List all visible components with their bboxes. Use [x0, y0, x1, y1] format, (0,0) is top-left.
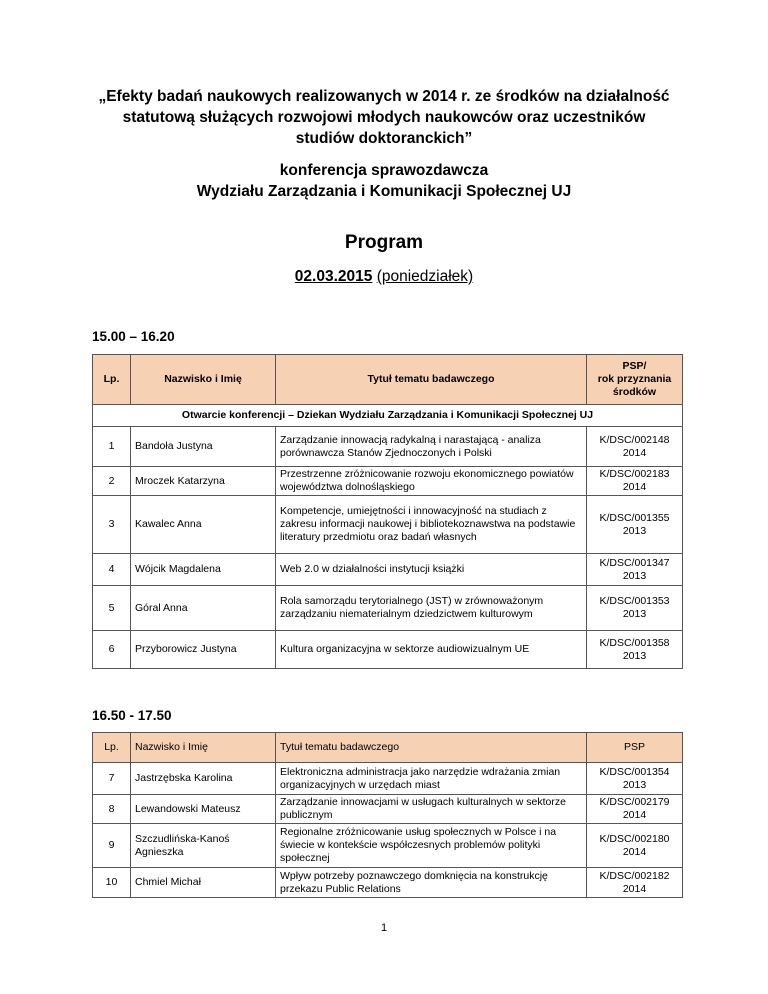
row-lp: 10 [93, 868, 131, 898]
table-row [93, 824, 683, 868]
header-name: Nazwisko i Imię [131, 355, 276, 405]
subtitle-line: konferencja sprawozdawcza [279, 162, 489, 179]
row-topic: Regionalne zróżnicowanie usług społecznych w Polsce i na świecie w kontekście współczesnych problemów polityki społecznej [276, 824, 587, 868]
row-lp: 4 [93, 554, 131, 586]
table-row [93, 631, 683, 669]
session2-time: 16.50 - 17.50 [92, 708, 172, 723]
row-lp: 6 [93, 631, 131, 669]
header-psp: PSP/ rok przyznania środków [587, 355, 683, 405]
table-row [93, 795, 683, 824]
row-lp: 7 [93, 763, 131, 795]
row-topic: Zarządzanie innowacjami w usługach kulturalnych w sektorze publicznym [276, 795, 587, 824]
date-line [0, 268, 768, 286]
row-psp: K/DSC/002180 2014 [587, 824, 683, 868]
header-topic: Tytuł tematu badawczego [276, 355, 587, 405]
row-psp: K/DSC/002183 2014 [587, 467, 683, 496]
row-name: Jastrzębska Karolina [131, 763, 276, 795]
table-row [93, 868, 683, 898]
row-name: Chmiel Michał [131, 868, 276, 898]
table-row [93, 427, 683, 467]
row-topic: Kultura organizacyjna w sektorze audiowizualnym UE [276, 631, 587, 669]
table-row [93, 496, 683, 554]
row-lp: 2 [93, 467, 131, 496]
row-psp: K/DSC/001353 2013 [587, 586, 683, 631]
row-topic: Przestrzenne zróżnicowanie rozwoju ekonomicznego powiatów województwa dolnośląskiego [276, 467, 587, 496]
row-topic: Zarządzanie innowacją radykalną i narastającą - analiza porównawcza Stanów Zjednoczonych i Polski [276, 427, 587, 467]
row-name: Bandoła Justyna [131, 427, 276, 467]
row-lp: 3 [93, 496, 131, 554]
session1-time: 15.00 – 16.20 [92, 329, 175, 344]
row-topic: Kompetencje, umiejętności i innowacyjność na studiach z zakresu informacji naukowej i bibliotekoznawstwa na podstawie literatury przedmiotu oraz badań własnych [276, 496, 587, 554]
row-lp: 9 [93, 824, 131, 868]
table-row [93, 586, 683, 631]
row-lp: 1 [93, 427, 131, 467]
header-topic: Tytuł tematu badawczego [276, 733, 587, 763]
row-psp: K/DSC/002179 2014 [587, 795, 683, 824]
table-row [93, 554, 683, 586]
table-header-row [93, 733, 683, 763]
header-psp: PSP [587, 733, 683, 763]
row-topic: Elektroniczna administracja jako narzędzie wdrażania zmian organizacyjnych w urzędach miast [276, 763, 587, 795]
row-lp: 5 [93, 586, 131, 631]
row-name: Kawalec Anna [131, 496, 276, 554]
opening-text: Otwarcie konferencji – Dziekan Wydziału Zarządzania i Komunikacji Społecznej UJ [93, 405, 683, 427]
table-row [93, 763, 683, 795]
row-name: Przyborowicz Justyna [131, 631, 276, 669]
row-lp: 8 [93, 795, 131, 824]
session1-table [92, 354, 683, 669]
conference-subtitle [60, 160, 708, 202]
weekday: (poniedziałek) [376, 268, 474, 285]
date: 02.03.2015 [294, 268, 373, 285]
header-name: Nazwisko i Imię [131, 733, 276, 763]
table-header-row [93, 355, 683, 405]
document-title [60, 86, 708, 149]
row-psp: K/DSC/001354 2013 [587, 763, 683, 795]
title-line: „Efekty badań naukowych realizowanych w 2014 r. ze środków na działalność [98, 88, 670, 105]
row-psp: K/DSC/001358 2013 [587, 631, 683, 669]
row-name: Wójcik Magdalena [131, 554, 276, 586]
row-psp: K/DSC/001355 2013 [587, 496, 683, 554]
title-line: studiów doktoranckich” [295, 130, 473, 147]
row-topic: Rola samorządu terytorialnego (JST) w zrównoważonym zarządzaniu niematerialnym dziedzictwem kulturowym [276, 586, 587, 631]
row-topic: Web 2.0 w działalności instytucji książki [276, 554, 587, 586]
header-lp: Lp. [93, 355, 131, 405]
row-psp: K/DSC/002148 2014 [587, 427, 683, 467]
program-heading: Program [344, 232, 424, 253]
row-psp: K/DSC/002182 2014 [587, 868, 683, 898]
row-psp: K/DSC/001347 2013 [587, 554, 683, 586]
row-name: Szczudlińska-Kanoś Agnieszka [131, 824, 276, 868]
row-name: Lewandowski Mateusz [131, 795, 276, 824]
table-row [93, 467, 683, 496]
row-name: Góral Anna [131, 586, 276, 631]
row-name: Mroczek Katarzyna [131, 467, 276, 496]
page-number: 1 [380, 922, 388, 934]
session2-table [92, 732, 683, 898]
opening-row [93, 405, 683, 427]
subtitle-line: Wydziału Zarządzania i Komunikacji Społecznej UJ [196, 183, 572, 200]
title-line: statutową służących rozwojowi młodych naukowców oraz uczestników [122, 109, 646, 126]
row-topic: Wpływ potrzeby poznawczego domknięcia na konstrukcję przekazu Public Relations [276, 868, 587, 898]
header-lp: Lp. [93, 733, 131, 763]
